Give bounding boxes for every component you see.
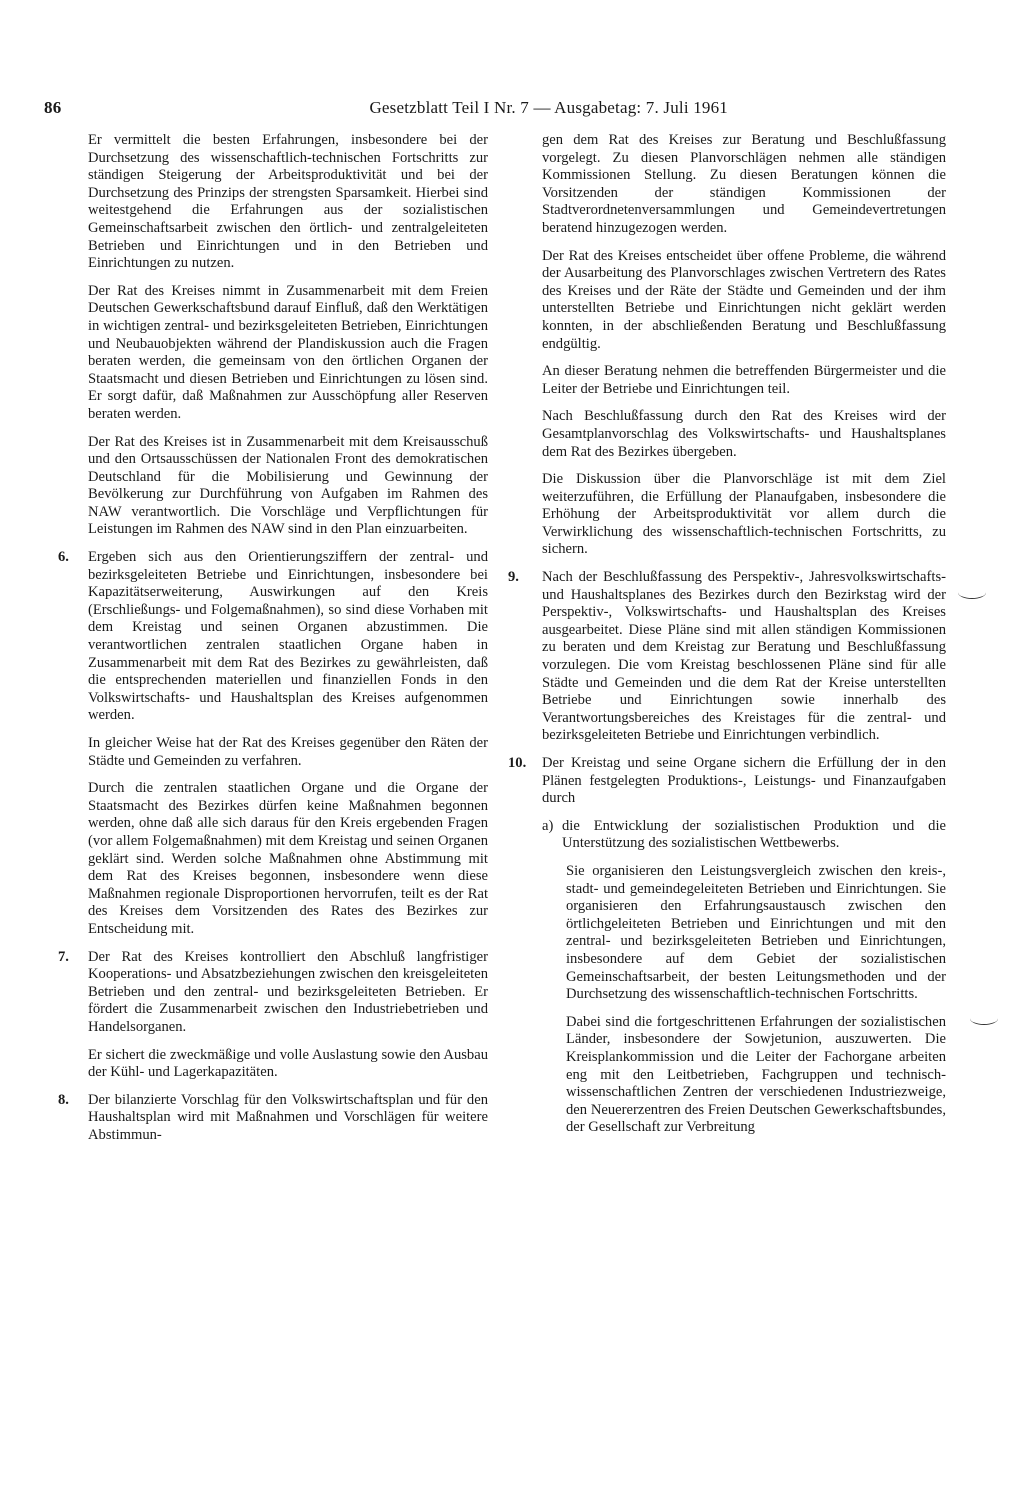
- item-text: Der Kreistag und seine Organe sichern die Erfüllung der in den Plänen festgelegten Produktions-, Leistungs- und Finanzaufgaben durch: [542, 755, 946, 807]
- paragraph: Er vermittelt die besten Erfahrungen, insbesondere bei der Durchsetzung des wissenschaftlich-technischen Fortschritts zur ständigen Steigerung der Arbeitsproduktivität und bei der Durchsetzung des Prinzips der strengsten Sparsamkeit. Hierbei sind weitestgehend die Erfahrungen aus der sozialistischen Gemeinschaftsarbeit zwischen den örtlich- und zentralgeleiteten Betrieben und Einrichtungen und in den Betrieben und Einrichtungen zu nutzen.: [88, 132, 488, 272]
- item-text: Der bilanzierte Vorschlag für den Volkswirtschaftsplan und für den Haushaltsplan wird mit Maßnahmen und Vorschlägen für weitere Abstimmun-: [88, 1091, 488, 1143]
- paragraph: An dieser Beratung nehmen die betreffenden Bürgermeister und die Leiter der Betriebe und Einrichtungen teil.: [542, 363, 946, 397]
- right-column: [508, 132, 946, 1147]
- paragraph: Dabei sind die fortgeschrittenen Erfahrungen der sozialistischen Länder, insbesondere der Sowjetunion, auszuwerten. Die Kreisplankommission und die Leiter der Fachorgane arbeiten eng mit den Leitbetrieben, Fachgruppen und technisch-wissenschaftlichen Zentren der verschiedenen Industriezweige, den Neuererzentren des Freien Deutschen Gewerkschaftsbundes, der Gesellschaft zur Verbreitung: [566, 1013, 946, 1136]
- left-column: [58, 132, 488, 1154]
- paragraph: Der Rat des Kreises ist in Zusammenarbeit mit dem Kreisausschuß und den Ortsausschüssen der Nationalen Front des demokratischen Deutschland für die Mobilisierung und Gewinnung der Bevölkerung zur Durchführung von Aufgaben im Rahmen des NAW verantwortlich. Die Vorschläge und Verpflichtungen für Leistungen im Rahmen des NAW sind in den Plan einzuarbeiten.: [88, 433, 488, 538]
- paragraph: Durch die zentralen staatlichen Organe und die Organe der Staatsmacht des Bezirkes dürfen keine Maßnahmen begonnen werden, ohne daß alle sich daraus für den Kreis ergebenden Fragen (vor allem Folgemaßnahmen) mit dem Kreistag und seinen Organen geklärt sind. Werden solche Maßnahmen ohne Abstimmung mit dem Rat des Kreises begonnen, insbesondere wenn diese Maßnahmen regionale Disproportionen hervorrufen, teilt es der Rat des Kreises dem Vorsitzenden des Rates des Bezirkes zur Entscheidung mit.: [88, 780, 488, 937]
- margin-mark: [970, 1012, 998, 1025]
- item-number: 9.: [508, 569, 519, 586]
- item-number: 7.: [58, 948, 69, 965]
- running-title: Gesetzblatt Teil I Nr. 7 — Ausgabetag: 7. Juli 1961: [369, 98, 728, 117]
- item-text: Ergeben sich aus den Orientierungsziffern der zentral- und bezirksgeleiteten Betriebe und Einrichtungen, insbesondere bei Kapazitätserweiterung, Auswirkungen auf den Kreis (Erschließungs- und Folgemaßnahmen), so sind diese Vorhaben mit dem Kreistag und seinen Organen abzustimmen. Die verantwortlichen zentralen staatlichen Organe haben in Zusammenarbeit mit dem Rat des Bezirkes zu gewährleisten, daß die entsprechenden materiellen und finanziellen Fonds in den Volkswirtschafts- und Haushaltsplan des Kreises aufgenommen werden.: [88, 549, 488, 724]
- section-item-9: [508, 569, 946, 745]
- subitem-a: [508, 818, 946, 853]
- item-number: 10.: [508, 755, 527, 771]
- page-header: [44, 98, 728, 124]
- paragraph: Sie organisieren den Leistungsvergleich zwischen den kreis-, stadt- und gemeindegeleiteten Betrieben und Einrichtungen. Sie organisieren den Erfahrungsaustausch zwischen den örtlichgeleiteten Betrieben und Einrichtungen und mit den zentral- und bezirksgeleiteten Betrieben und Einrichtungen, insbesondere auf dem Gebiet der sozialistischen Gemeinschaftsarbeit, der besten Leitungsmethoden und der Durchsetzung des wissenschaftlich-technischen Fortschritts.: [566, 862, 946, 1003]
- item-number: 8.: [58, 1091, 69, 1108]
- section-item-8: [58, 1092, 488, 1145]
- paragraph: In gleicher Weise hat der Rat des Kreises gegenüber den Räten der Städte und Gemeinden zu verfahren.: [88, 735, 488, 769]
- paragraph: Die Diskussion über die Planvorschläge ist mit dem Ziel weiterzuführen, die Erfüllung der Planaufgaben, insbesondere die Erhöhung der Arbeitsproduktivität vor allem durch die Verwirklichung des wissenschaftlich-technischen Fortschritts, zu sichern.: [542, 471, 946, 558]
- subitem-text: die Entwicklung der sozialistischen Produktion und die Unterstützung des sozialistischen Wettbewerbs.: [562, 817, 946, 852]
- paragraph: Er sichert die zweckmäßige und volle Auslastung sowie den Ausbau der Kühl- und Lagerkapazitäten.: [88, 1046, 488, 1081]
- paragraph: Der Rat des Kreises entscheidet über offene Probleme, die während der Ausarbeitung des Planvorschlages zwischen Vertretern des Rates des Kreises und der Räte der Städte und Gemeinden und der ihm unterstellten Betriebe und Einrichtungen nicht geklärt werden konnten, in der abschließenden Beratung und Beschlußfassung endgültig.: [542, 247, 946, 352]
- margin-mark: [958, 586, 986, 599]
- page-number: 86: [44, 98, 62, 117]
- paragraph: Der Rat des Kreises nimmt in Zusammenarbeit mit dem Freien Deutschen Gewerkschaftsbund darauf Einfluß, daß den Werktätigen in wichtigen zentral- und bezirksgeleiteten Betrieben, Einrichtungen und Neubauobjekten während der Plandiskussion auch die Fragen beraten werden, die gemeinsam von den örtlichen Organen der Staatsmacht und diesen Betrieben und Einrichtungen zu lösen sind. Er sorgt dafür, daß Maßnahmen zur Ausschöpfung aller Reserven beraten werden.: [88, 282, 488, 422]
- section-item-6: [58, 549, 488, 725]
- item-text: Der Rat des Kreises kontrolliert den Abschluß langfristiger Kooperations- und Absatzbeziehungen zwischen den kreisgeleiteten Betrieben und den zentral- und bezirksgeleiteten Betrieben. Er fördert die Zusammenarbeit zwischen den Industriebetrieben und Handelsorganen.: [88, 948, 488, 1035]
- paragraph: gen dem Rat des Kreises zur Beratung und Beschlußfassung vorgelegt. Zu diesen Planvorschlägen nehmen alle ständigen Kommissionen Stellung. Zu diesen Beratungen können die Vorsitzenden der ständigen Kommissionen der Stadtverordnetenversammlungen und Gemeindevertretungen beratend hinzugezogen werden.: [542, 132, 946, 236]
- item-number: 6.: [58, 549, 69, 566]
- subitem-letter: a): [542, 817, 554, 834]
- section-item-7: [58, 949, 488, 1037]
- section-item-10: [508, 755, 946, 808]
- item-text: Nach der Beschlußfassung des Perspektiv-, Jahresvolkswirtschafts- und Haushaltsplanes des Bezirkes durch den Bezirkstag wird der Perspektiv-, Volkswirtschafts- und Haushaltsplan des Kreises ausgearbeitet. Diese Pläne sind mit allen ständigen Kommissionen zu beraten und dem Kreistag zur Beratung und Beschlußfassung vorzulegen. Die vom Kreistag beschlossenen Pläne sind für alle Städte und Gemeinden und die dem Rat der Kreise unterstellten Betriebe und Einrichtungen sowie innerhalb des Verantwortungsbereiches des Kreistages für die zentral- und bezirksgeleiteten Betriebe und Einrichtungen verbindlich.: [542, 569, 946, 744]
- paragraph: Nach Beschlußfassung durch den Rat des Kreises wird der Gesamtplanvorschlag des Volkswirtschafts- und Haushaltsplanes dem Rat des Bezirkes übergeben.: [542, 408, 946, 460]
